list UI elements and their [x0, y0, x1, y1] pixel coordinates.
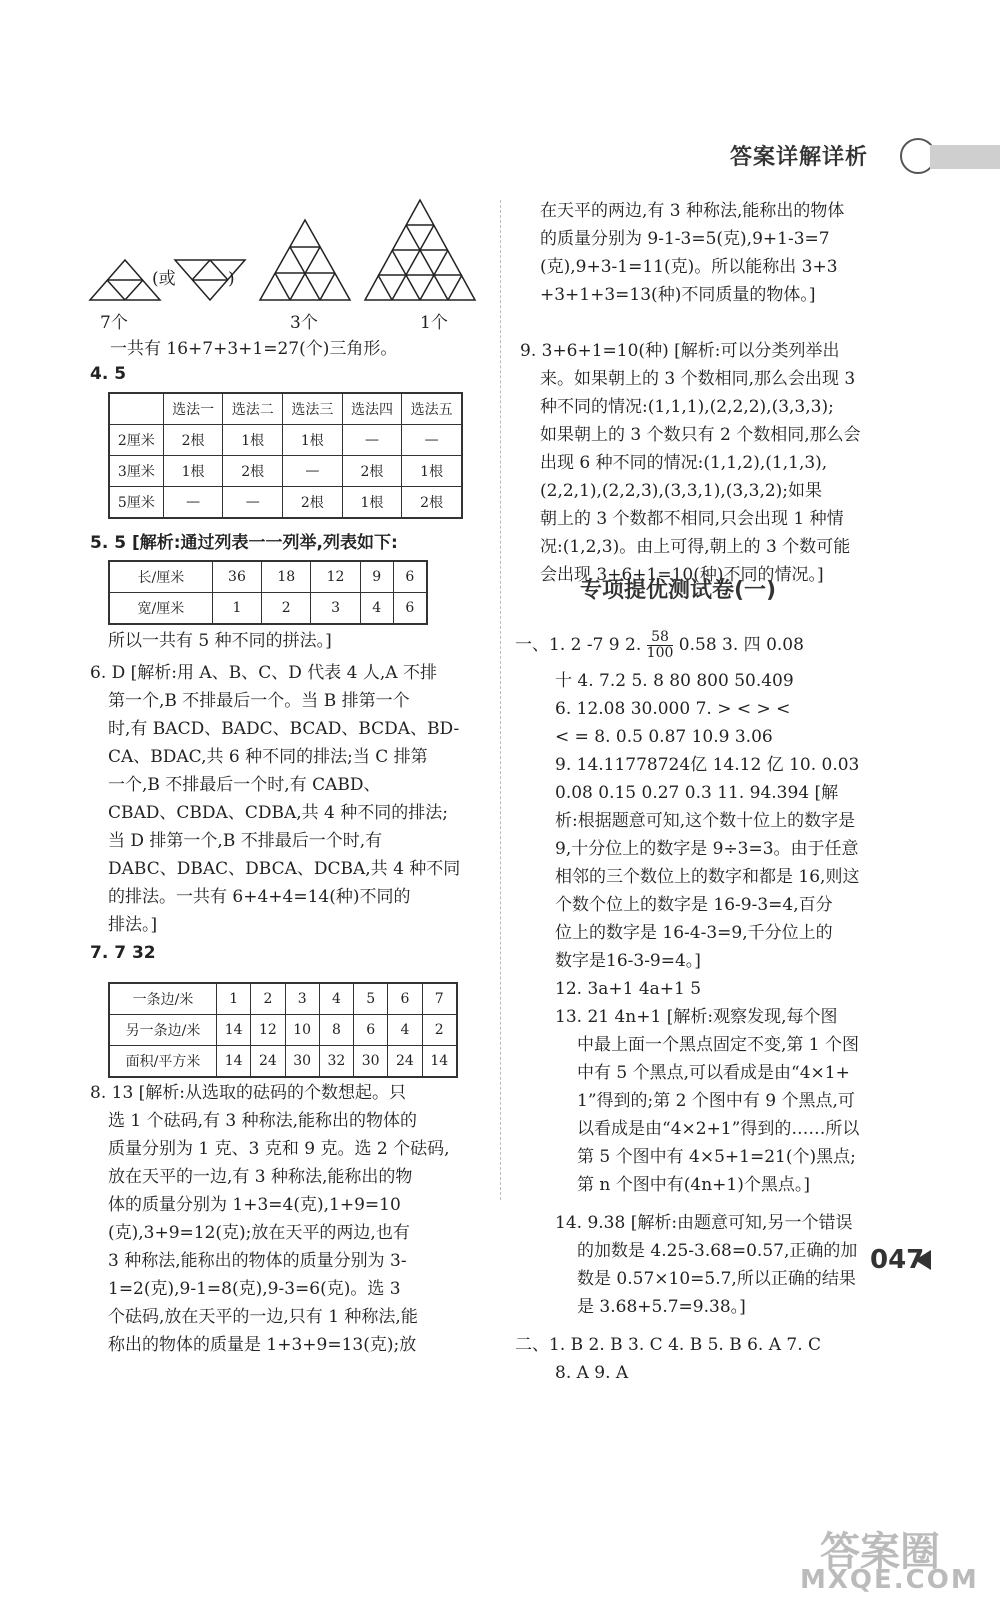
fraction-bottom: 100	[646, 645, 674, 661]
q8-line: 选 1 个砝码,有 3 种称法,能称出的物体的	[108, 1111, 418, 1131]
q9-line: (2,2,1),(2,2,3),(3,3,1),(3,3,2);如果	[540, 481, 823, 501]
table-cell: 4	[319, 983, 353, 1015]
fraction-top: 58	[647, 630, 674, 646]
figure-or-label: (或	[152, 269, 176, 289]
header-title: 答案详解详析	[730, 145, 869, 170]
test-line: 位上的数字是 16-4-3=9,千分位上的	[555, 923, 833, 943]
test-line: 6. 12.08 30.000 7. > < > <	[555, 699, 791, 719]
test-line: 0.08 0.15 0.27 0.3 11. 94.394 [解	[555, 783, 839, 803]
q4-h2: 选法二	[223, 393, 283, 425]
test-line: 第 5 个图中有 4×5+1=21(个)黑点;	[577, 1147, 856, 1167]
q6-line: 排法。]	[108, 915, 158, 935]
test-line: < = 8. 0.5 0.87 10.9 3.06	[555, 727, 773, 747]
table-cell: —	[402, 425, 462, 456]
q4-answer: 4. 5	[90, 364, 127, 384]
table-cell: 32	[319, 1046, 353, 1078]
table-cell: 6	[388, 983, 422, 1015]
q6-line: DABC、DBAC、DBCA、DCBA,共 4 种不同	[108, 859, 461, 879]
section-title: 专项提优测试卷(一)	[580, 578, 777, 603]
table-cell: 2	[422, 1015, 457, 1046]
table-cell: 3	[311, 593, 360, 625]
table-cell: 2	[262, 593, 311, 625]
test-line: 二、1. B 2. B 3. C 4. B 5. B 6. A 7. C	[515, 1335, 822, 1355]
figure-label-7: 7个	[100, 313, 128, 333]
table-cell: 长/厘米	[109, 561, 212, 593]
test-line: 8. A 9. A	[555, 1363, 629, 1383]
q8-cont-line: +3+1+3=13(种)不同质量的物体。]	[540, 285, 816, 305]
q8-line: 称出的物体的质量是 1+3+9=13(克);放	[108, 1335, 417, 1355]
table-cell: 10	[285, 1015, 319, 1046]
q9-line: 况:(1,2,3)。由上可得,朝上的 3 个数可能	[540, 537, 851, 557]
q7-answer: 7. 7 32	[90, 943, 156, 963]
q9-line: 出现 6 种不同的情况:(1,1,2),(1,1,3),	[540, 453, 828, 473]
q6-line: CA、BDAC,共 6 种不同的排法;当 C 排第	[108, 747, 428, 767]
test-line: 1”得到的;第 2 个图中有 9 个黑点,可	[577, 1091, 855, 1111]
q6-line: 第一个,B 不排最后一个。当 B 排第一个	[108, 691, 410, 711]
q9-line: 种不同的情况:(1,1,1),(2,2,2),(3,3,3);	[540, 397, 834, 417]
table-cell: 14	[422, 1046, 457, 1078]
table-cell: 6	[393, 593, 427, 625]
q7-table	[108, 982, 458, 1078]
test-line: 个数个位上的数字是 16-9-3=4,百分	[555, 895, 833, 915]
column-divider	[500, 200, 501, 1200]
table-cell: —	[283, 456, 343, 487]
table-cell: 12	[251, 1015, 285, 1046]
table-cell: 一条边/米	[109, 983, 217, 1015]
table-cell: 2	[251, 983, 285, 1015]
q9-line: 如果朝上的 3 个数只有 2 个数相同,那么会	[540, 425, 861, 445]
table-cell: 6	[354, 1015, 388, 1046]
q6-line: 6. D [解析:用 A、B、C、D 代表 4 人,A 不排	[90, 663, 437, 683]
table-cell: 2根	[223, 456, 283, 487]
test-line: 十 4. 7.2 5. 8 80 800 50.409	[555, 671, 794, 691]
watermark-url: MXQE.COM	[800, 1565, 979, 1595]
test-line-1-pre: 一、1. 2 -7 9 2.	[515, 635, 642, 655]
q8-line: 个砝码,放在天平的一边,只有 1 种称法,能	[108, 1307, 418, 1327]
q6-line: 的排法。一共有 6+4+4=14(种)不同的	[108, 887, 411, 907]
q6-line: 一个,B 不排最后一个时,有 CABD、	[108, 775, 381, 795]
test-line: 以看成是由“4×2+1”得到的……所以	[577, 1119, 860, 1139]
q4-table	[108, 392, 463, 519]
q8-line: 质量分别为 1 克、3 克和 9 克。选 2 个砝码,	[108, 1139, 450, 1159]
q4-h5: 选法五	[402, 393, 462, 425]
table-cell: 面积/平方米	[109, 1046, 217, 1078]
table-cell: 6	[393, 561, 427, 593]
table-cell: 1根	[283, 425, 343, 456]
table-cell: 24	[388, 1046, 422, 1078]
watermark-logo: 答案圈	[820, 1529, 940, 1575]
table-cell: 24	[251, 1046, 285, 1078]
test-line: 数是 0.57×10=5.7,所以正确的结果	[577, 1269, 856, 1289]
table-cell: 30	[354, 1046, 388, 1078]
test-line: 中最上面一个黑点固定不变,第 1 个图	[577, 1035, 860, 1055]
q8-line: 8. 13 [解析:从选取的砝码的个数想起。只	[90, 1083, 407, 1103]
table-cell: 2厘米	[109, 425, 163, 456]
table-cell: 5厘米	[109, 487, 163, 519]
table-cell: 3厘米	[109, 456, 163, 487]
q5-answer: 5. 5 [解析:通过列表一一列举,列表如下:	[90, 533, 398, 553]
page-arrow-icon	[915, 1250, 931, 1270]
table-cell: 1根	[163, 456, 223, 487]
table-cell: 18	[262, 561, 311, 593]
table-cell: 4	[388, 1015, 422, 1046]
q8-line: (克),3+9=12(克);放在天平的两边,也有	[108, 1223, 410, 1243]
test-line: 中有 5 个黑点,可以看成是由“4×1+	[577, 1063, 850, 1083]
table-cell: 另一条边/米	[109, 1015, 217, 1046]
table-cell: 3	[285, 983, 319, 1015]
test-line: 相邻的三个数位上的数字和都是 16,则这	[555, 867, 860, 887]
figure-summary: 一共有 16+7+3+1=27(个)三角形。	[110, 339, 398, 359]
q4-h4: 选法四	[342, 393, 402, 425]
q8-cont-line: 的质量分别为 9-1-3=5(克),9+1-3=7	[540, 229, 830, 249]
table-cell: —	[223, 487, 283, 519]
table-cell: 2根	[342, 456, 402, 487]
table-cell: 36	[212, 561, 261, 593]
triangle-figures	[80, 195, 500, 310]
fraction	[647, 630, 674, 661]
figure-label-3: 3个	[290, 313, 318, 333]
q5-table	[108, 560, 428, 625]
table-cell: 宽/厘米	[109, 593, 212, 625]
test-line: 14. 9.38 [解析:由题意可知,另一个错误	[555, 1213, 853, 1233]
q8-cont-line: 在天平的两边,有 3 种称法,能称出的物体	[540, 201, 845, 221]
table-cell: 2根	[283, 487, 343, 519]
q8-line: 体的质量分别为 1+3=4(克),1+9=10	[108, 1195, 401, 1215]
test-line-1-post: 0.58 3. 四 0.08	[678, 635, 804, 655]
test-line: 9. 14.11778724亿 14.12 亿 10. 0.03	[555, 755, 860, 775]
test-line: 的加数是 4.25-3.68=0.57,正确的加	[577, 1241, 858, 1261]
test-line: 数字是16-3-9=4。]	[555, 951, 701, 971]
table-cell: 2根	[402, 487, 462, 519]
q8-line: 3 种称法,能称出的物体的质量分别为 3-	[108, 1251, 407, 1271]
q9-line: 会出现 3+6+1=10(种)不同的情况。]	[540, 565, 824, 585]
table-cell: 1根	[402, 456, 462, 487]
header-bar	[930, 145, 1000, 169]
test-line: 第 n 个图中有(4n+1)个黑点。]	[577, 1175, 810, 1195]
q6-line: 当 D 排第一个,B 不排最后一个时,有	[108, 831, 383, 851]
q6-line: CBAD、CBDA、CDBA,共 4 种不同的排法;	[108, 803, 448, 823]
test-line: 9,十分位上的数字是 9÷3=3。由于任意	[555, 839, 859, 859]
q6-line: 时,有 BACD、BADC、BCAD、BCDA、BD-	[108, 719, 460, 739]
table-cell: 14	[217, 1046, 251, 1078]
q9-line: 来。如果朝上的 3 个数相同,那么会出现 3	[540, 369, 856, 389]
table-cell: 4	[360, 593, 393, 625]
q8-line: 1=2(克),9-1=8(克),9-3=6(克)。选 3	[108, 1279, 401, 1299]
table-cell: 8	[319, 1015, 353, 1046]
figure-label-1: 1个	[420, 313, 448, 333]
q4-h1: 选法一	[163, 393, 223, 425]
table-cell: 30	[285, 1046, 319, 1078]
q8-line: 放在天平的一边,有 3 种称法,能称出的物	[108, 1167, 413, 1187]
table-cell: 14	[217, 1015, 251, 1046]
table-cell: 5	[354, 983, 388, 1015]
page-number: 047	[870, 1245, 925, 1275]
q8-cont-line: (克),9+3-1=11(克)。所以能称出 3+3	[540, 257, 838, 277]
test-line: 析:根据题意可知,这个数十位上的数字是	[555, 811, 856, 831]
table-cell: 1	[212, 593, 261, 625]
table-cell: 9	[360, 561, 393, 593]
test-line-1	[515, 630, 804, 661]
table-cell: 1	[217, 983, 251, 1015]
table-cell: 2根	[163, 425, 223, 456]
q4-h0	[109, 393, 163, 425]
q9-line: 朝上的 3 个数都不相同,只会出现 1 种情	[540, 509, 844, 529]
test-line: 13. 21 4n+1 [解析:观察发现,每个图	[555, 1007, 838, 1027]
table-cell: —	[163, 487, 223, 519]
table-cell: 1根	[342, 487, 402, 519]
q4-h3: 选法三	[283, 393, 343, 425]
q9-line: 9. 3+6+1=10(种) [解析:可以分类列举出	[520, 341, 840, 361]
table-cell: 12	[311, 561, 360, 593]
test-line: 是 3.68+5.7=9.38。]	[577, 1297, 746, 1317]
table-cell: —	[342, 425, 402, 456]
figure-or-close: )	[228, 269, 235, 289]
table-cell: 7	[422, 983, 457, 1015]
table-cell: 1根	[223, 425, 283, 456]
q5-tail: 所以一共有 5 种不同的拼法。]	[108, 631, 332, 651]
test-line: 12. 3a+1 4a+1 5	[555, 979, 702, 999]
